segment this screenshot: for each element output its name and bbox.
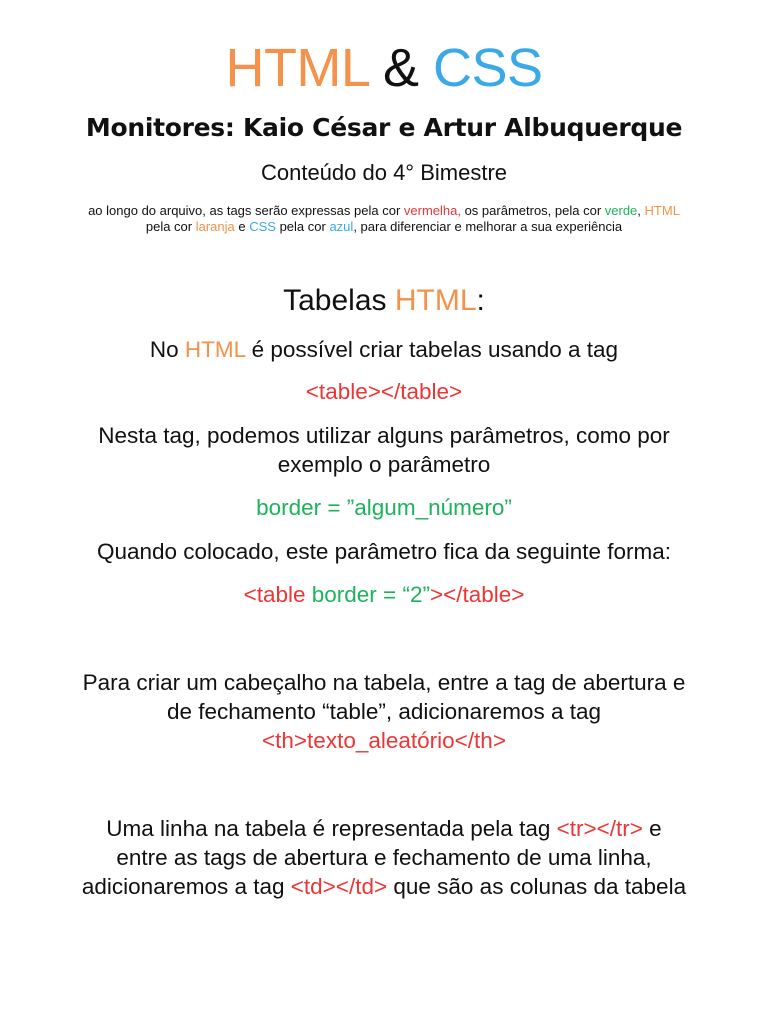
- tr-tag: <tr></tr>: [556, 816, 643, 841]
- legend-red: vermelha,: [403, 203, 461, 218]
- legend-text: , para diferenciar e melhorar a sua experiência: [353, 219, 623, 234]
- paragraph-row-line-2: entre as tags de abertura e fechamento de uma linha,: [116, 845, 652, 870]
- monitors-subtitle: Monitores: Kaio César e Artur Albuquerque: [85, 113, 683, 142]
- section-title-colon: :: [476, 284, 485, 317]
- content-label: Conteúdo do 4° Bimestre: [260, 160, 508, 185]
- th-tag-example: <th>texto_aleatório</th>: [262, 728, 506, 753]
- table-border-example: [0, 580, 768, 609]
- title-css: CSS: [432, 38, 543, 98]
- color-legend-line-1: [0, 203, 768, 219]
- body-text: Uma linha na tabela é representada pela tag: [106, 816, 557, 841]
- body-text: adicionaremos a tag: [81, 874, 291, 899]
- legend-text: pela cor: [275, 219, 330, 234]
- paragraph-placement: Quando colocado, este parâmetro fica da seguinte forma:: [96, 539, 672, 564]
- body-text: é possível criar tabelas usando a tag: [245, 337, 619, 362]
- legend-css: CSS: [249, 219, 276, 234]
- paragraph-params-line-1: Nesta tag, podemos utilizar alguns parâmetros, como por: [98, 423, 670, 448]
- tag-close: ></table>: [429, 582, 525, 607]
- paragraph-row-line-1: [0, 814, 768, 843]
- title-ampersand: &: [368, 38, 433, 98]
- td-tag: <td></td>: [290, 874, 388, 899]
- legend-text: pela cor: [145, 219, 196, 234]
- page-title: [0, 36, 768, 100]
- tag-open: <table: [243, 582, 312, 607]
- body-text: que são as colunas da tabela: [387, 874, 687, 899]
- param-border: border = “2”: [311, 582, 430, 607]
- paragraph-header-line-2: de fechamento “table”, adicionaremos a tag: [166, 699, 601, 724]
- body-text: No: [149, 337, 185, 362]
- border-param-example: border = ”algum_número”: [256, 495, 512, 520]
- color-legend-line-2: [0, 219, 768, 235]
- legend-laranja: laranja: [195, 219, 235, 234]
- paragraph-row-line-3: [0, 872, 768, 901]
- paragraph-table-intro: [0, 335, 768, 364]
- legend-text: os parâmetros, pela cor: [460, 203, 605, 218]
- body-html: HTML: [184, 337, 246, 362]
- legend-azul: azul: [329, 219, 354, 234]
- legend-text: ,: [637, 203, 645, 218]
- legend-green: verde: [604, 203, 638, 218]
- section-title-text: Tabelas: [283, 284, 395, 317]
- section-title-html: HTML: [394, 284, 477, 317]
- table-tag-example: <table></table>: [305, 379, 463, 404]
- legend-text: e: [234, 219, 250, 234]
- body-text: e: [642, 816, 662, 841]
- section-title: [0, 282, 768, 320]
- paragraph-params-line-2: exemplo o parâmetro: [277, 452, 491, 477]
- paragraph-header-line-1: Para criar um cabeçalho na tabela, entre a tag de abertura e: [82, 670, 686, 695]
- legend-html: HTML: [644, 203, 680, 218]
- title-html: HTML: [225, 38, 369, 98]
- legend-text: ao longo do arquivo, as tags serão expressas pela cor: [88, 203, 404, 218]
